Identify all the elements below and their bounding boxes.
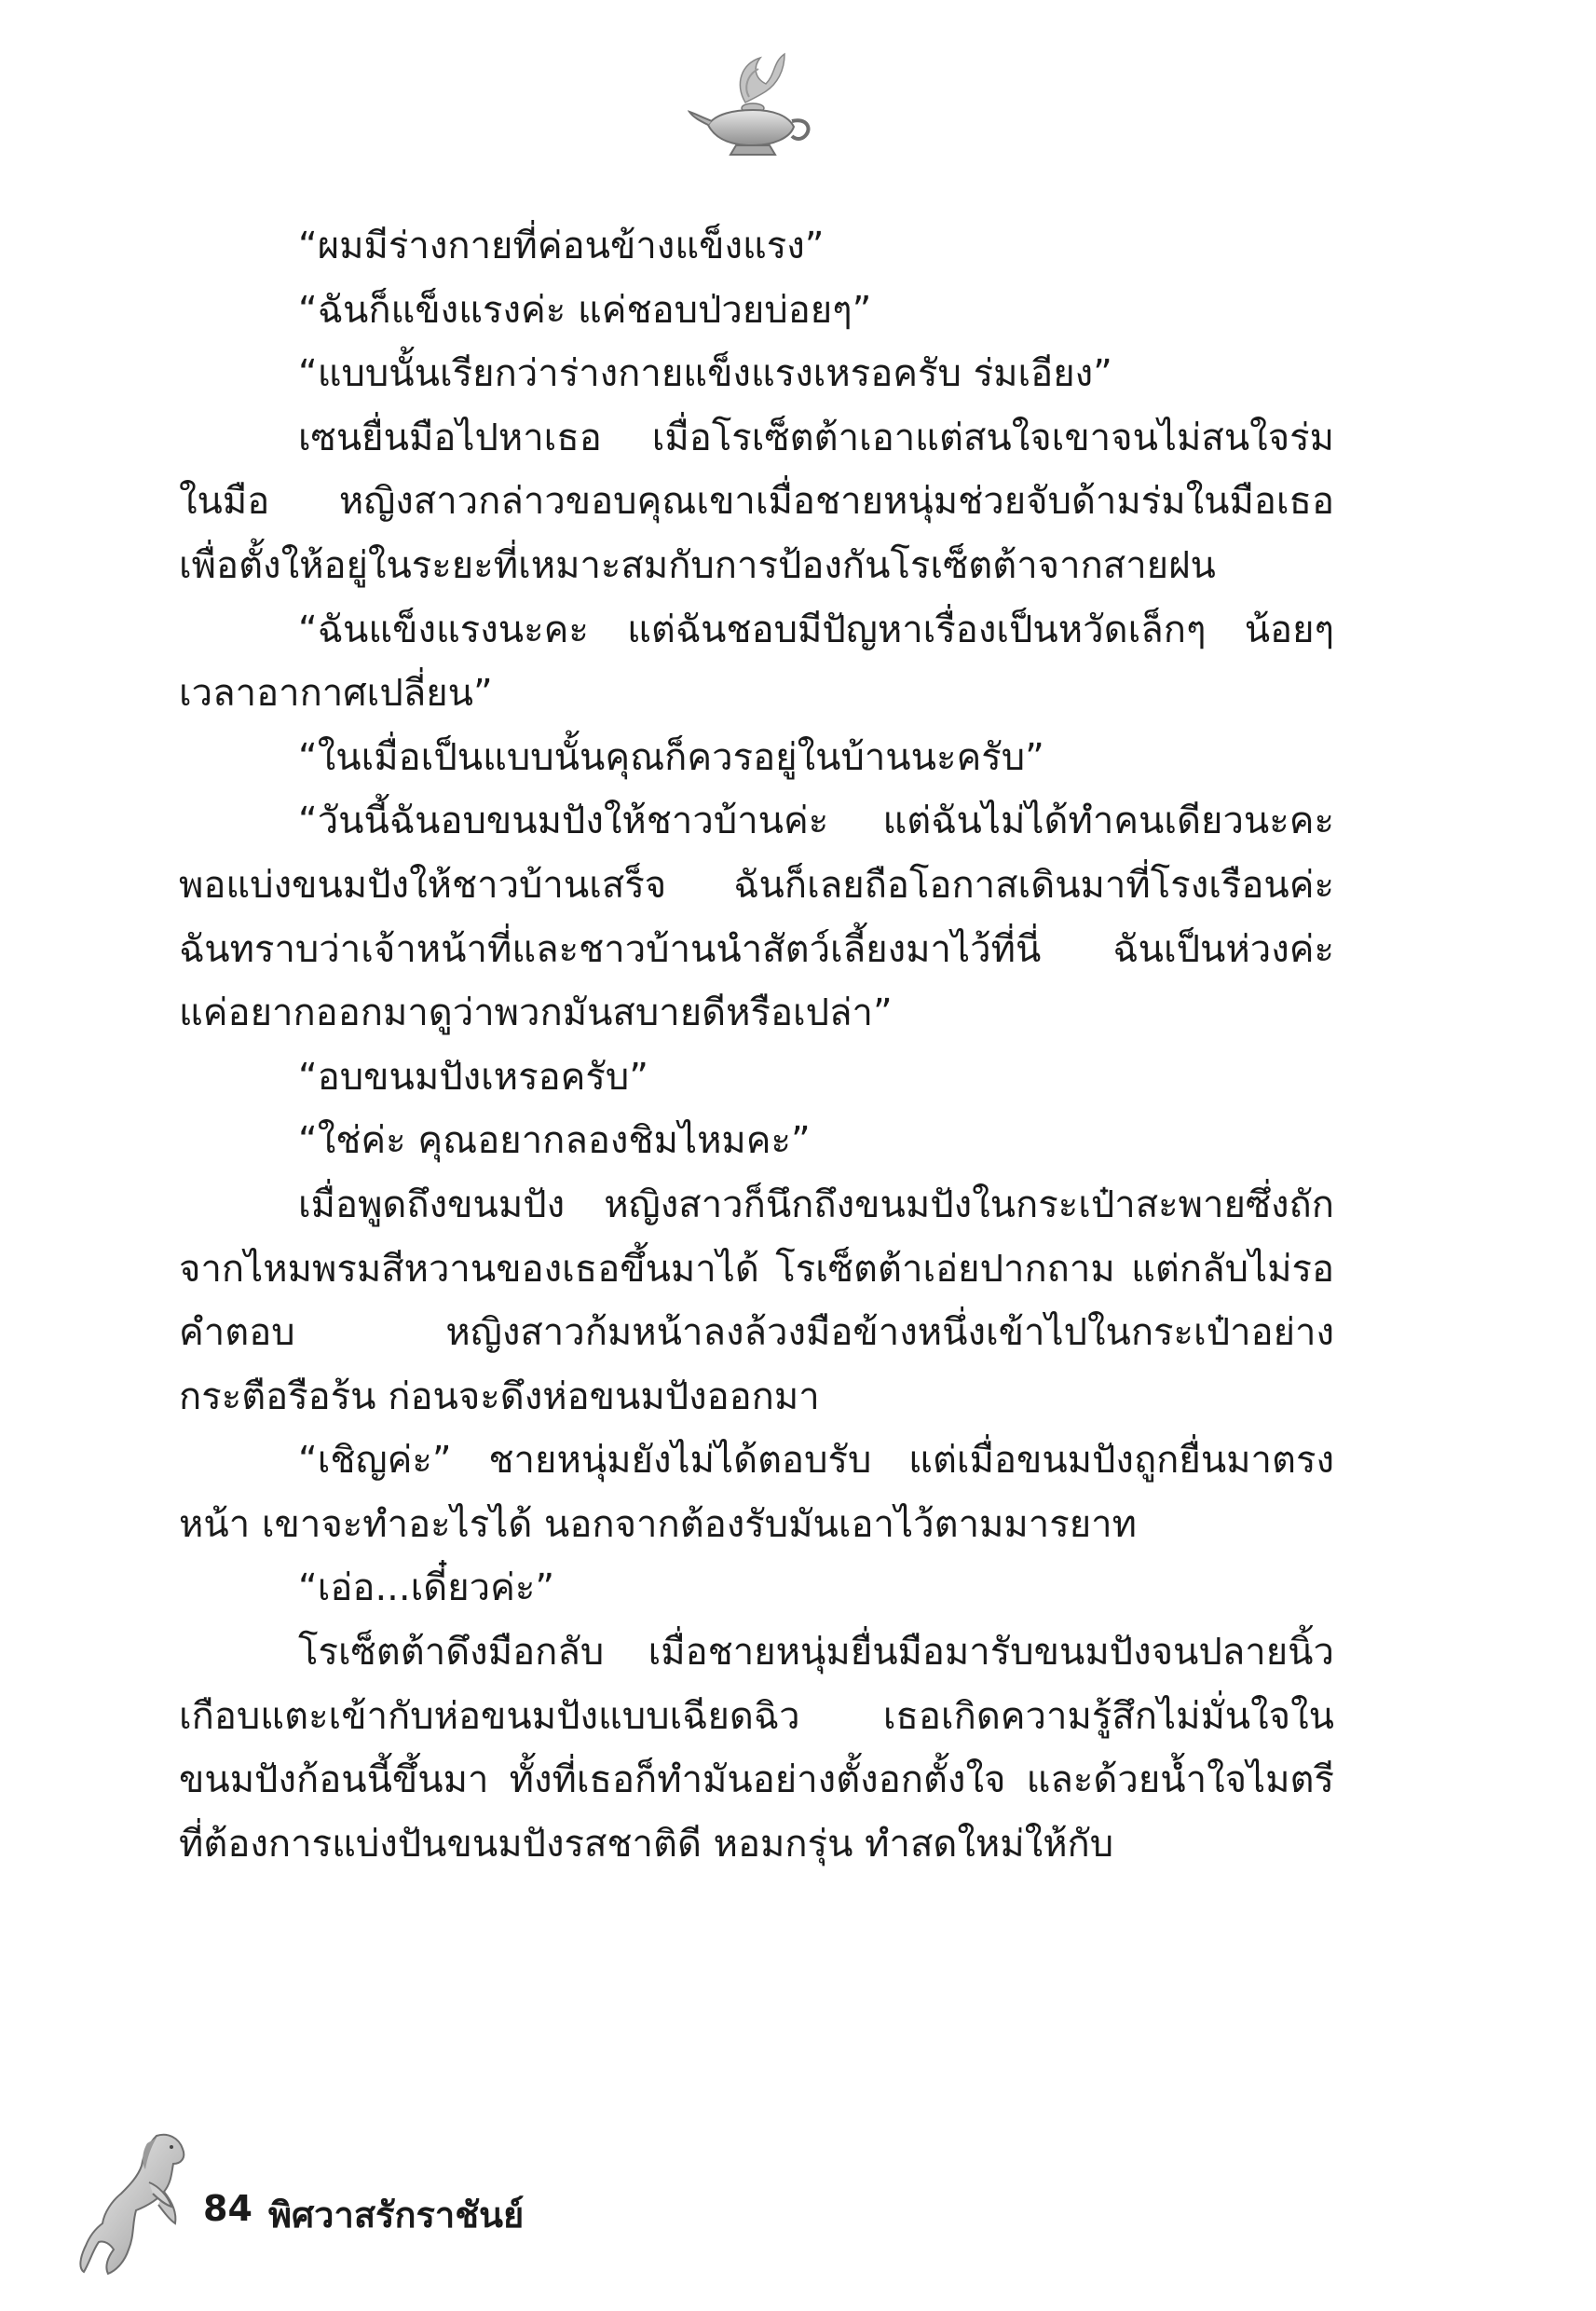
paragraph: “เชิญค่ะ” ชายหนุ่มยังไม่ได้ตอบรับ แต่เมื่อขนมปังถูกยื่นมาตรงหน้า เขาจะทำอะไรได้ นอกจากต้องรับมันเอาไว้ตามมารยาท [179, 1439, 1334, 1546]
paragraph: “ในเมื่อเป็นแบบนั้นคุณก็ควรอยู่ในบ้านนะครับ” [298, 735, 1044, 779]
page-number: 84 [203, 2188, 252, 2229]
paragraph: “ใช่ค่ะ คุณอยากลองชิมไหมคะ” [298, 1119, 811, 1163]
rearing-horse-icon [67, 2126, 198, 2285]
paragraph: “เอ่อ...เดี๋ยวค่ะ” [298, 1566, 555, 1610]
book-title: พิศวาสรักราชันย์ [268, 2195, 525, 2236]
paragraph: “อบขนมปังเหรอครับ” [298, 1055, 649, 1099]
paragraph: “แบบนั้นเรียกว่าร่างกายแข็งแรงเหรอครับ ร่มเอียง” [298, 352, 1112, 396]
genie-lamp-icon [688, 47, 818, 168]
paragraph: เซนยื่นมือไปหาเธอ เมื่อโรเซ็ตต้าเอาแต่สนใจเขาจนไม่สนใจร่มในมือ หญิงสาวกล่าวขอบคุณเขาเมื่อชายหนุ่มช่วยจับด้ามร่มในมือเธอเพื่อตั้งให้อยู่ในระยะที่เหมาะสมกับการป้องกันโรเซ็ตต้าจากสายฝน [179, 416, 1334, 587]
paragraph: “ผมมีร่างกายที่ค่อนข้างแข็งแรง” [298, 225, 825, 267]
paragraph: เมื่อพูดถึงขนมปัง หญิงสาวก็นึกถึงขนมปังในกระเป๋าสะพายซึ่งถักจากไหมพรมสีหวานของเธอขึ้นมาได้ โรเซ็ตต้าเอ่ยปากถาม แต่กลับไม่รอคำตอบ หญิงสาวก้มหน้าลงล้วงมือข้างหนึ่งเข้าไปในกระเป๋าอย่างกระตือรือร้น ก่อนจะดึงห่อขนมปังออกมา [179, 1183, 1334, 1418]
body-text [179, 214, 1334, 1876]
paragraph: “ฉันก็แข็งแรงค่ะ แค่ชอบป่วยบ่อยๆ” [298, 288, 872, 332]
paragraph: โรเซ็ตต้าดึงมือกลับ เมื่อชายหนุ่มยื่นมือมารับขนมปังจนปลายนิ้วเกือบแตะเข้ากับห่อขนมปังแบบเฉียดฉิว เธอเกิดความรู้สึกไม่มั่นใจในขนมปังก้อนนี้ขึ้นมา ทั้งที่เธอก็ทำมันอย่างตั้งอกตั้งใจ และด้วยน้ำใจไมตรีที่ต้องการแบ่งปันขนมปังรสชาติดี หอมกรุ่น ทำสดใหม่ให้กับ [179, 1631, 1334, 1866]
paragraph: “วันนี้ฉันอบขนมปังให้ชาวบ้านค่ะ แต่ฉันไม่ได้ทำคนเดียวนะคะ พอแบ่งขนมปังให้ชาวบ้านเสร็จ ฉันก็เลยถือโอกาสเดินมาที่โรงเรือนค่ะ ฉันทราบว่าเจ้าหน้าที่และชาวบ้านนำสัตว์เลี้ยงมาไว้ที่นี่ ฉันเป็นห่วงค่ะ แค่อยากออกมาดูว่าพวกมันสบายดีหรือเปล่า” [179, 800, 1334, 1035]
paragraph: “ฉันแข็งแรงนะคะ แต่ฉันชอบมีปัญหาเรื่องเป็นหวัดเล็กๆ น้อยๆ เวลาอากาศเปลี่ยน” [179, 608, 1334, 716]
